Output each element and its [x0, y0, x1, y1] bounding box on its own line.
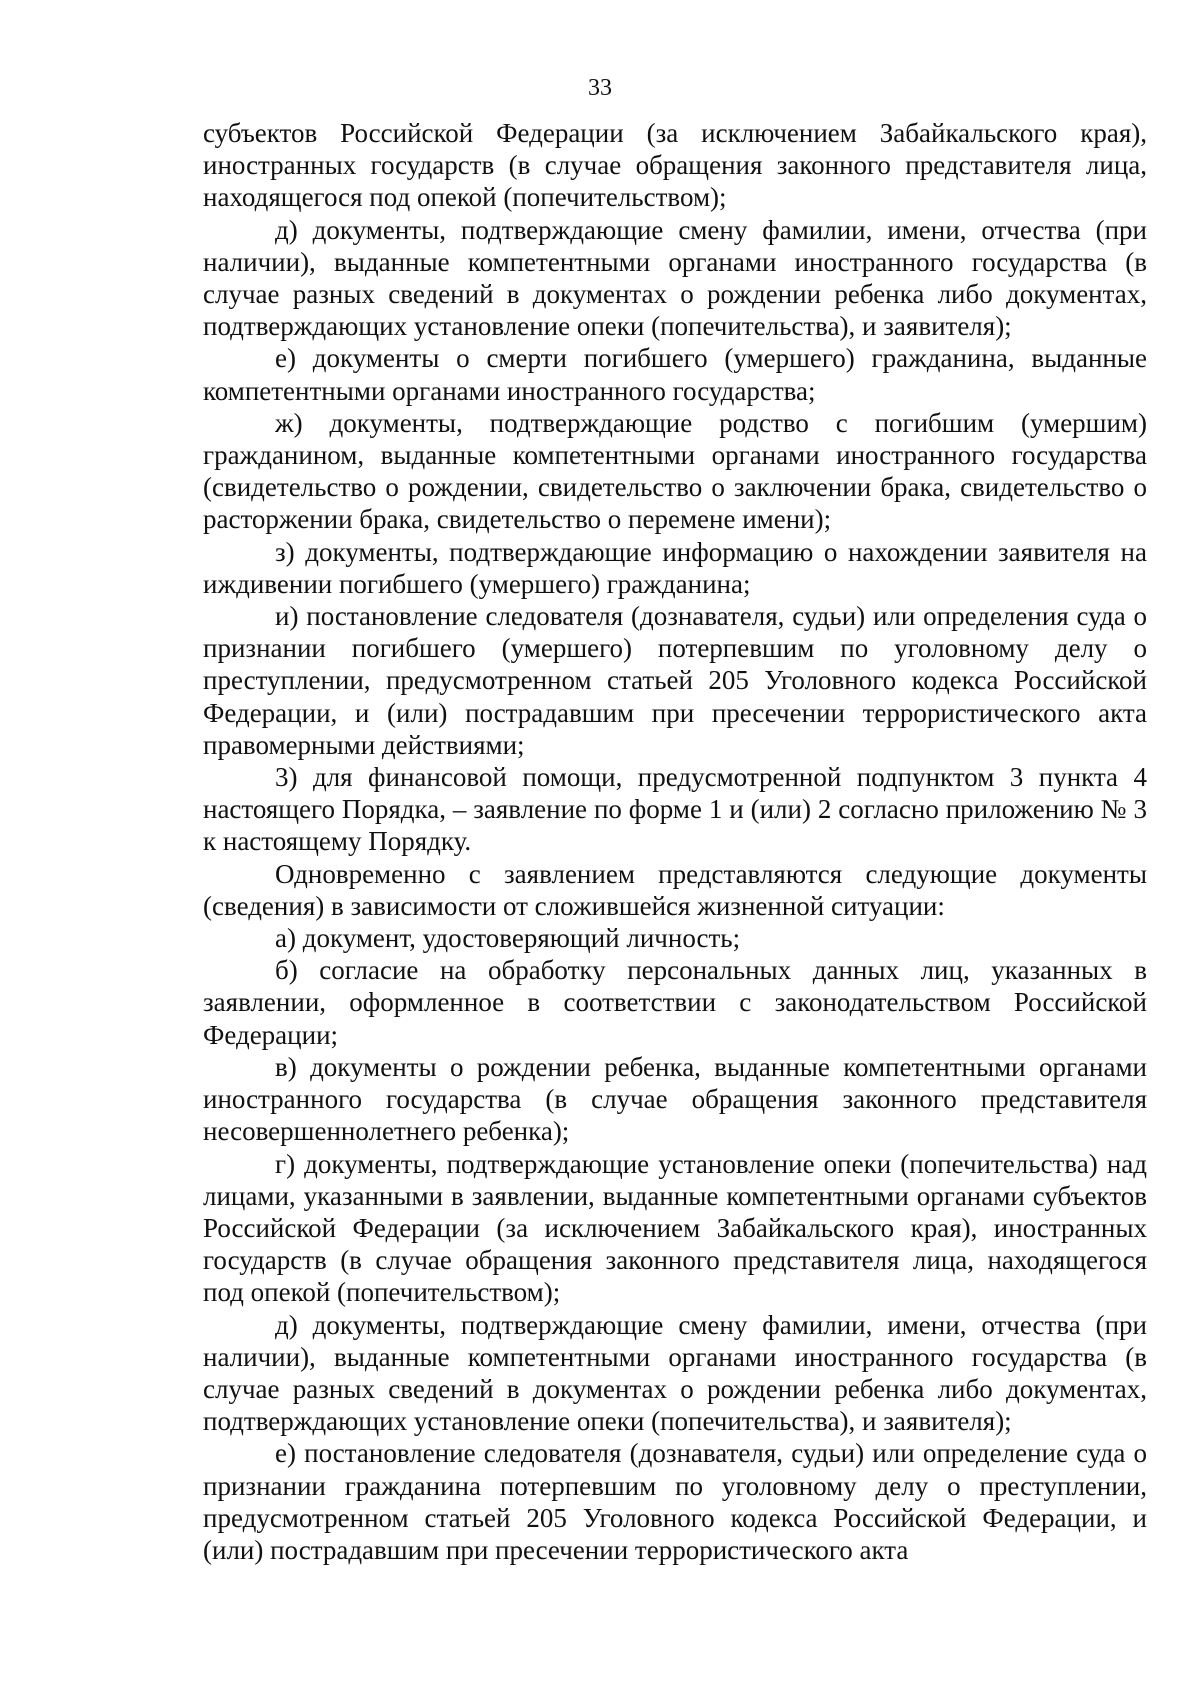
paragraph-item-d-name-change: д) документы, подтверждающие смену фамилии, имени, отчества (при наличии), выданные компетентными органами иностранного государства (в случае разных сведений в документах о рождении ребенка либо документах, подтверждающих установление опеки (попечительства), и заявителя);	[203, 214, 1147, 342]
paragraph-item-g-guardianship: г) документы, подтверждающие установление опеки (попечительства) над лицами, указанными в заявлении, выданные компетентными органами субъектов Российской Федерации (за исключением Забайкальского края), иностранных государств (в случае обращения законного представителя лица, находящегося под опекой (попечительством);	[203, 1148, 1147, 1308]
paragraph-item-b-consent: б) согласие на обработку персональных данных лиц, указанных в заявлении, оформленное в соответствии с законодательством Российской Федерации;	[203, 955, 1147, 1050]
paragraph-item-zh-kinship-documents: ж) документы, подтверждающие родство с погибшим (умершим) гражданином, выданные компетентными органами иностранного государства (свидетельство о рождении, свидетельство о заключении брака, свидетельство о расторжении брака, свидетельство о перемене имени);	[203, 407, 1147, 535]
paragraph-item-a-identity: а) документ, удостоверяющий личность;	[275, 923, 741, 954]
paragraph-continuation: субъектов Российской Федерации (за исключением Забайкальского края), иностранных государств (в случае обращения законного представителя лица, находящегося под опекой (попечительством);	[203, 118, 1147, 213]
paragraph-item-v-birth-documents: в) документы о рождении ребенка, выданные компетентными органами иностранного государства (в случае обращения законного представителя несовершеннолетнего ребенка);	[203, 1051, 1147, 1147]
paragraph-item-d-name-change-2: д) документы, подтверждающие смену фамилии, имени, отчества (при наличии), выданные компетентными органами иностранного государства (в случае разных сведений в документах о рождении ребенка либо документах, подтверждающих установление опеки (попечительства), и заявителя);	[203, 1309, 1147, 1437]
paragraph-simultaneous-documents: Одновременно с заявлением представляются следующие документы (сведения) в зависимости от сложившейся жизненной ситуации:	[203, 858, 1147, 921]
paragraph-item-e-death-documents: е) документы о смерти погибшего (умершего) гражданина, выданные компетентными органами иностранного государства;	[203, 343, 1147, 406]
paragraph-item-i-investigator-decision: и) постановление следователя (дознавателя, судьи) или определения суда о признании погибшего (умершего) потерпевшим по уголовному делу о преступлении, предусмотренном статьей 205 Уголовного кодекса Российской Федерации, и (или) пострадавшим при пресечении террористического акта правомерными действиями;	[203, 601, 1147, 760]
page-number: 33	[588, 75, 612, 101]
paragraph-item-3-financial-aid: 3) для финансовой помощи, предусмотренной подпунктом 3 пункта 4 настоящего Порядка, – заявление по форме 1 и (или) 2 согласно приложению № 3 к настоящему Порядку.	[203, 762, 1147, 857]
paragraph-item-z-dependency: з) документы, подтверждающие информацию о нахождении заявителя на иждивении погибшего (умершего) гражданина;	[203, 536, 1147, 599]
paragraph-item-e-investigator-decision: е) постановление следователя (дознавателя, судьи) или определение суда о признании гражданина потерпевшим по уголовному делу о преступлении, предусмотренном статьей 205 Уголовного кодекса Российской Федерации, и (или) пострадавшим при пресечении террористического акта	[203, 1438, 1147, 1565]
document-body	[203, 117, 1147, 1566]
